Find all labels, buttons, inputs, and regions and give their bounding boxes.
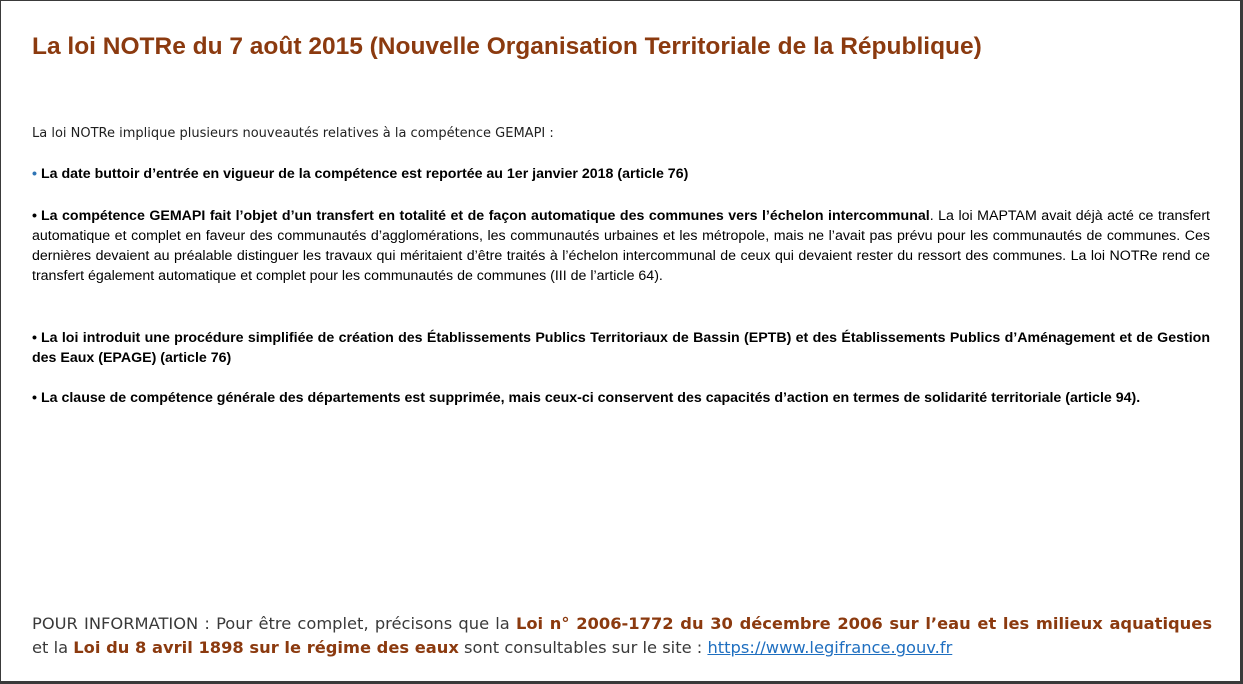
intro-text: La loi NOTRe implique plusieurs nouveautés relatives à la compétence GEMAPI :	[32, 126, 554, 141]
bullet-bold-text: La loi introduit une procédure simplifiée de création des Établissements Publics Territoriaux de Bassin (EPTB) et des Établissements Publics d’Aménagement et de Gestion des Eaux (EPAGE) (article 76)	[32, 330, 1210, 366]
bullet-item	[32, 388, 1210, 408]
law-1898-reference: Loi du 8 avril 1898 sur le régime des eaux	[73, 638, 459, 657]
bullet-marker: •	[32, 390, 37, 406]
bullet-bold-text: La date buttoir d’entrée en vigueur de la compétence est reportée au 1er janvier 2018 (article 76)	[40, 166, 689, 182]
law-2006-reference: Loi n° 2006-1772 du 30 décembre 2006 sur l’eau et les milieux aquatiques	[515, 614, 1213, 633]
bullet-item	[32, 328, 1210, 368]
footer-lead: POUR INFORMATION : Pour être complet, précisons que la	[32, 614, 516, 633]
bullet-bold-text: La compétence GEMAPI fait l’objet d’un transfert en totalité et de façon automatique des communes vers l’échelon intercommunal	[40, 208, 930, 224]
footer-mid: et la	[32, 638, 74, 657]
slide-title: La loi NOTRe du 7 août 2015 (Nouvelle Organisation Territoriale de la République)	[32, 33, 982, 60]
bullet-item	[32, 164, 1210, 184]
bullet-text: . La loi MAPTAM avait déjà acté ce transfert automatique et complet en faveur des communautés d’agglomérations, les communautés urbaines et les métropole, mais ne l’avait pas prévu pour les communautés de communes. Ces dernières devaient au préalable distinguer les travaux qui méritaient d’être traités à l’échelon intercommunal de ceux qui devaient rester du ressort des communes. La loi NOTRe rend ce transfert également automatique et complet pour les communautés de communes (III de l’article 64).	[32, 208, 1210, 284]
bullet-marker: •	[32, 208, 37, 224]
legifrance-link[interactable]: https://www.legifrance.gouv.fr	[707, 638, 953, 657]
footer-tail: sont consultables sur le site :	[458, 638, 708, 657]
bullet-marker: •	[32, 330, 37, 346]
bullet-bold-text: La clause de compétence générale des départements est supprimée, mais ceux-ci conservent des capacités d’action en termes de solidarité territoriale (article 94).	[40, 390, 1141, 406]
bullet-marker: •	[32, 166, 37, 182]
footer-note	[32, 612, 1212, 660]
bullet-item	[32, 206, 1210, 286]
